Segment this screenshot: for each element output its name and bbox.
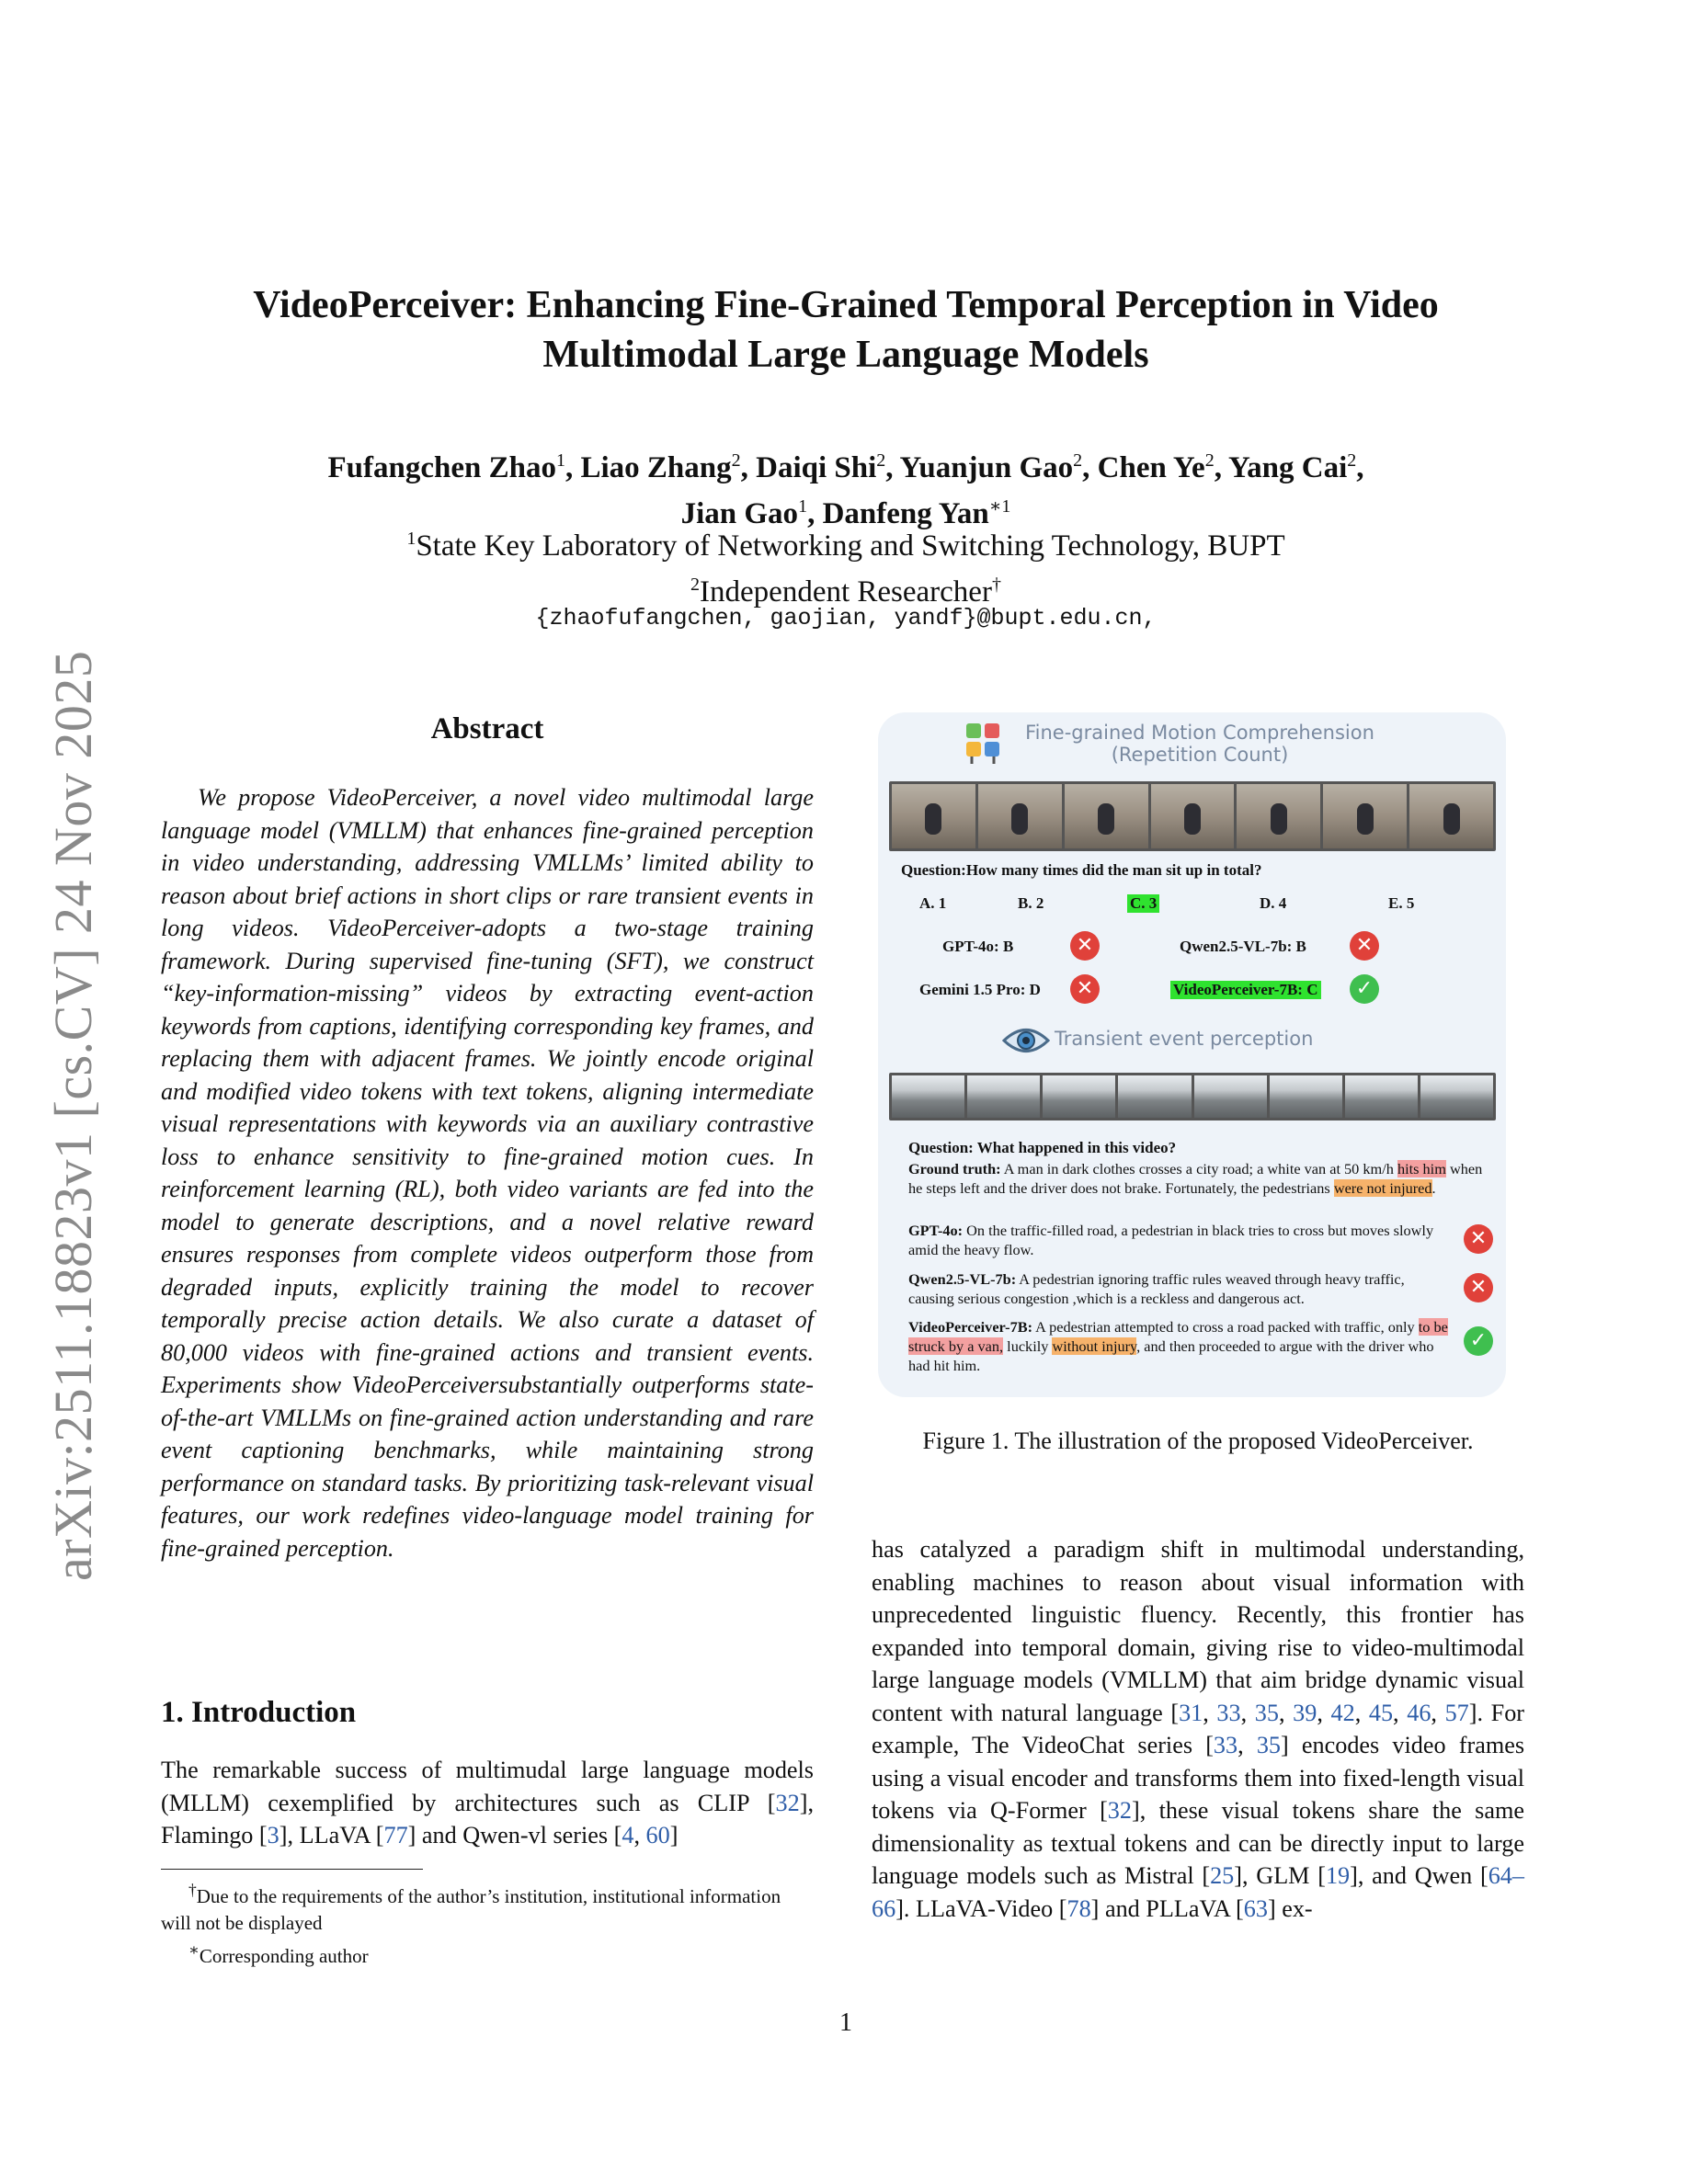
citation-link[interactable]: 33 — [1216, 1699, 1241, 1726]
correct-mark-icon: ✓ — [1350, 974, 1379, 1004]
citation-link[interactable]: 19 — [1325, 1862, 1351, 1889]
author-email: {zhaofufangchen, gaojian, yandf}@bupt.edu.cn, — [535, 605, 1157, 631]
ground-truth-text: Ground truth: A man in dark clothes crosses a city road; a white van at 50 km/h hits him when he steps left and the driver does not brake. Fortunately, the pedestrians were not injured. — [908, 1160, 1483, 1197]
qwen-response: Qwen2.5-VL-7b: A pedestrian ignoring traffic rules weaved through heavy traffic, causing serious congestion ,which is a reckless and dangerous act. — [908, 1270, 1405, 1307]
affiliation-1: State Key Laboratory of Networking and Switching Technology, BUPT — [416, 529, 1285, 563]
title-line-2: Multimodal Large Language Models — [542, 334, 1149, 376]
citation-link[interactable]: 63 — [1243, 1894, 1268, 1922]
citation-link[interactable]: 45 — [1368, 1699, 1394, 1726]
footnote-institution: Due to the requirements of the author’s institution, institutional information will not be displayed — [161, 1885, 781, 1934]
title-line-1: VideoPerceiver: Enhancing Fine-Grained Temporal Perception in Video — [253, 284, 1439, 326]
section-heading-introduction: 1. Introduction — [161, 1696, 357, 1729]
intro-paragraph-right: has catalyzed a paradigm shift in multimodal understanding, enabling machines to reason about visual information with unprecedented linguistic fluency. Recently, this frontier has expanded into temporal domain, giving rise to video-multimodal large language models (VMLLM) that aim bridge dynamic visual content with natural language [31, 33, 35, 39, 42, 45, 46, 57]. For example, The VideoChat series [33, 35] encodes video frames using a visual encoder and transforms them into fixed-length visual tokens via Q-Former [32], these visual tokens share the same dimensionality as textual tokens and can be directly input to large language models such as Mistral [25], GLM [19], and Qwen [64–66]. LLaVA-Video [78] and PLLaVA [63] ex- — [872, 1536, 1525, 1922]
highlight-hit: hits him — [1397, 1160, 1446, 1177]
paper-title — [156, 280, 1535, 380]
answer-gpt4o: GPT-4o: B — [942, 938, 1014, 955]
correct-mark-icon: ✓ — [1464, 1326, 1493, 1356]
wrong-mark-icon: ✕ — [1350, 931, 1379, 961]
citation-link[interactable]: 42 — [1330, 1699, 1355, 1726]
author-name: Liao Zhang — [580, 451, 732, 484]
author-name: Chen Ye — [1097, 451, 1205, 484]
citation-link[interactable]: 32 — [1107, 1797, 1132, 1824]
answer-qwen: Qwen2.5-VL-7b: B — [1180, 938, 1306, 955]
citation-link[interactable]: 31 — [1179, 1699, 1203, 1726]
highlight-without-injury: without injury — [1052, 1337, 1137, 1355]
citation-link[interactable]: 78 — [1066, 1894, 1091, 1922]
citation-link[interactable]: 35 — [1256, 1732, 1282, 1758]
abstract-heading: Abstract — [430, 712, 544, 745]
citation-link[interactable]: 3 — [267, 1822, 279, 1848]
citation-link[interactable]: 46 — [1407, 1699, 1431, 1726]
author-name: Yang Cai — [1227, 451, 1348, 484]
citation-link[interactable]: 64–66 — [872, 1862, 1524, 1922]
author-name: Daiqi Shi — [756, 451, 877, 484]
question-2: Question: What happened in this video? — [908, 1139, 1177, 1156]
author-name: Yuanjun Gao — [899, 451, 1074, 484]
citation-link[interactable]: 60 — [645, 1822, 670, 1848]
motion-comprehension-icon — [963, 722, 1003, 770]
figure-1 — [878, 712, 1506, 1397]
author-name: Jian Gao — [680, 497, 799, 530]
question-1: Question:How many times did the man sit up in total? — [901, 861, 1262, 879]
citation-link[interactable]: 57 — [1444, 1699, 1469, 1726]
wrong-mark-icon: ✕ — [1464, 1273, 1493, 1302]
video-frames-traffic — [889, 1073, 1496, 1120]
option-d: D. 4 — [1260, 894, 1287, 912]
option-a: A. 1 — [919, 894, 947, 912]
citation-link[interactable]: 35 — [1254, 1699, 1279, 1726]
option-c-correct: C. 3 — [1127, 894, 1159, 913]
option-b: B. 2 — [1018, 894, 1044, 912]
citation-link[interactable]: 33 — [1213, 1732, 1238, 1758]
figure-header-transient: Transient event perception — [1055, 1028, 1314, 1050]
eye-icon — [1002, 1025, 1050, 1061]
highlight-not-injured: were not injured — [1333, 1179, 1432, 1197]
author-list: Fufangchen Zhao$^1$, Liao Zhang$^2$, Daiqi Shi$^2$, Yuanjun Gao$^2$, Chen Ye$^2$, Yang Cai$^2$, Jian Gao$^1$, Danfeng Yan$^{∗1}$ — [327, 450, 1364, 530]
wrong-mark-icon: ✕ — [1070, 974, 1100, 1004]
author-name: Fufangchen Zhao — [327, 451, 556, 484]
citation-link[interactable]: 4 — [622, 1822, 634, 1848]
citation-link[interactable]: 39 — [1293, 1699, 1317, 1726]
affiliation-2: Independent Researcher — [700, 575, 992, 609]
videoperceiver-response: VideoPerceiver-7B: A pedestrian attempted to cross a road packed with traffic, only to be struck by a van, luckily without injury, and then proceeded to argue with the driver who had hit him. — [908, 1318, 1448, 1374]
gpt4o-response: GPT-4o: On the traffic-filled road, a pedestrian in black tries to cross but moves slowly amid the heavy flow. — [908, 1222, 1434, 1258]
answer-gemini: Gemini 1.5 Pro: D — [919, 981, 1041, 998]
wrong-mark-icon: ✕ — [1464, 1224, 1493, 1254]
option-e: E. 5 — [1388, 894, 1415, 912]
video-frames-situps — [889, 781, 1496, 851]
affiliations: $^1$State Key Laboratory of Networking and Switching Technology, BUPT $^2$Independent Researcher† — [406, 529, 1285, 609]
citation-link[interactable]: 25 — [1210, 1862, 1235, 1889]
author-name: Danfeng Yan — [822, 497, 989, 530]
arxiv-identifier: arXiv:2511.18823v1 [cs.CV] 24 Nov 2025 — [43, 650, 103, 1581]
figure-header-motion: Fine-grained Motion Comprehension (Repetition Count) — [1025, 722, 1374, 766]
answer-videoperceiver: VideoPerceiver-7B: C — [1170, 981, 1321, 999]
citation-link[interactable]: 77 — [383, 1822, 408, 1848]
footnote-rule — [161, 1869, 423, 1870]
intro-paragraph-left: The remarkable success of multimudal large language models (MLLM) cexemplified by architectures such as CLIP [32], Flamingo [3], LLaVA [77] and Qwen-vl series [4, 60] — [161, 1757, 814, 1848]
abstract-body: We propose VideoPerceiver, a novel video multimodal large language model (VMLLM) that enhances fine-grained perception in video understanding, addressing VMLLMs’ limited ability to reason about brief actions in short clips or rare transient events in long videos. VideoPerceiver-adopts a two-stage training framework. During supervised fine-tuning (SFT), we construct “key-information-missing” videos by extracting event-action keywords from captions, identifying corresponding key frames, and replacing them with adjacent frames. We jointly encode original and modified video tokens with text tokens, aligning intermediate visual representations with keywords via an auxiliary contrastive loss to enhance sensitivity to fine-grained motion cues. In reinforcement learning (RL), both video variants are fed into the model to generate descriptions, and a novel relative reward ensures responses from complete videos outperform those from degraded inputs, explicitly training the model to recover temporally precise action details. We also curate a dataset of 80,000 videos with fine-grained actions and transient events. Experiments show VideoPerceiversubstantially outperforms state-of-the-art VMLLMs on fine-grained action understanding and rare event captioning benchmarks, while maintaining strong performance on standard tasks. By prioritizing task-relevant visual features, our work redefines video-language model training for fine-grained perception. — [161, 784, 814, 1562]
figure-caption: Figure 1. The illustration of the proposed VideoPerceiver. — [922, 1428, 1474, 1454]
wrong-mark-icon: ✕ — [1070, 931, 1100, 961]
page-number: 1 — [839, 2008, 852, 2037]
footnote-corresponding: Corresponding author — [199, 1945, 369, 1967]
footnotes: †Due to the requirements of the author’s institution, institutional information will not be displayed ∗Corresponding author — [161, 1881, 781, 1967]
citation-link[interactable]: 32 — [775, 1789, 800, 1816]
highlight-struck: to be struck by a van, — [908, 1318, 1448, 1355]
